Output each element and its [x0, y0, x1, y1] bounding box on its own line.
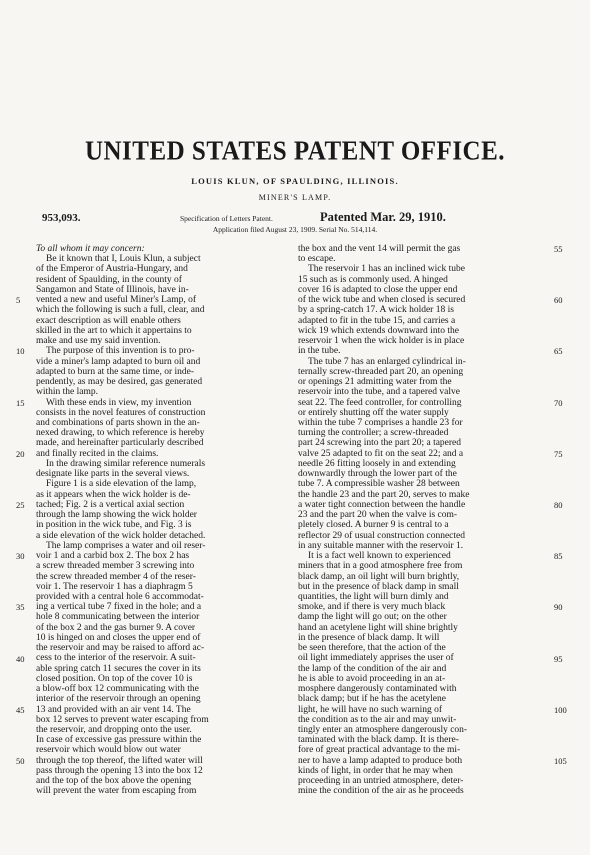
line-number: 35 — [16, 602, 25, 613]
text-line: taminated with the black damp. It is there- — [298, 735, 459, 746]
text-line: of the Emperor of Austria-Hungary, and — [36, 264, 188, 275]
line-number: 90 — [554, 602, 563, 613]
office-title: UNITED STATES PATENT OFFICE. — [84, 136, 506, 167]
text-line: pass through the opening 13 into the box 12 — [36, 765, 203, 776]
text-line: the condition as to the air and may unwit- — [298, 714, 457, 725]
text-line: needle 26 fitting loosely in and extending — [298, 458, 456, 469]
left-text-column — [36, 244, 294, 797]
text-line: the box and the vent 14 will permit the gas — [298, 244, 461, 254]
text-line: pletely closed. A burner 9 is central to a — [298, 520, 449, 531]
text-line: Sangamon and State of Illinois, have in- — [36, 284, 189, 295]
text-line: To all whom it may concern: — [36, 244, 145, 254]
text-line: ing a vertical tube 7 fixed in the hole; and a — [36, 602, 202, 613]
invention-title: MINER'S LAMP. — [258, 193, 332, 202]
text-line: a screw threaded member 3 screwing into — [36, 561, 195, 572]
text-line: ternally screw-threaded part 20, an opening — [298, 366, 464, 377]
text-line: tube 7. A compressible washer 28 between — [298, 479, 460, 490]
text-line: provided with a central hole 6 accommodat- — [36, 591, 204, 602]
text-line: hand an acetylene light will shine brightly — [298, 622, 458, 633]
text-line: the lamp of the condition of the air and — [298, 663, 447, 674]
line-number: 105 — [554, 756, 567, 766]
text-line: a water tight connection between the handle — [298, 499, 466, 510]
text-line: miners that in a good atmosphere free from — [298, 561, 463, 572]
text-line: in position in the wick tube, and Fig. 3 is — [36, 520, 192, 531]
right-text-column — [298, 244, 556, 797]
line-number: 45 — [16, 704, 25, 715]
text-line: 23 and the part 20 when the valve is com- — [298, 510, 458, 521]
text-line: oil light immediately apprises the user of — [298, 653, 454, 664]
text-line: voir 1 and a carbid box 2. The box 2 has — [36, 551, 190, 562]
text-line: Be it known that I, Louis Klun, a subject — [46, 254, 201, 265]
patent-number: 953,093. — [42, 212, 81, 224]
text-line: 13 and provided with an air vent 14. The — [36, 704, 191, 715]
text-line: of the wick tube and when closed is secured — [298, 295, 466, 306]
text-line: Figure 1 is a side elevation of the lamp, — [46, 479, 197, 490]
application-filed: Application filed August 23, 1909. Serial No. 514,114. — [212, 225, 378, 234]
text-line: vented a new and useful Miner's Lamp, of — [36, 295, 196, 306]
text-line: closed position. On top of the cover 10 is — [36, 673, 193, 684]
line-number: 20 — [16, 448, 25, 459]
text-line: designate like parts in the several views. — [36, 469, 190, 480]
text-line: or openings 21 admitting water from the — [298, 377, 452, 388]
text-line: wick 19 which extends downward into the — [298, 325, 459, 336]
text-line: interior of the reservoir through an opening — [36, 694, 201, 705]
text-line: It is a fact well known to experienced — [308, 551, 451, 562]
line-number: 60 — [554, 295, 563, 306]
text-line: downwardly through the lower part of the — [298, 469, 457, 480]
text-line: through the top thereof, the lifted water will — [36, 755, 203, 766]
text-line: black damp; but if he has the acetylene — [298, 694, 446, 705]
text-line: in the presence of black damp. It will — [298, 632, 440, 643]
text-line: resident of Spaulding, in the county of — [36, 274, 182, 285]
text-line: and the top of the box above the opening — [36, 776, 192, 787]
text-line: to escape. — [298, 254, 336, 265]
text-line: and finally recited in the claims. — [36, 448, 159, 459]
text-line: made, and hereinafter particularly described — [36, 438, 204, 449]
text-line: The lamp comprises a water and oil reser- — [46, 540, 206, 551]
text-line: which the following is such a full, clear, and — [36, 305, 205, 316]
text-line: voir 1. The reservoir 1 has a diaphragm 5 — [36, 581, 193, 592]
text-line: within the lamp. — [36, 387, 99, 398]
text-line: by a spring-catch 17. A wick holder 18 is — [298, 305, 454, 316]
text-line: valve 25 adapted to fit on the seat 22; and a — [298, 448, 464, 459]
inventor-line: LOUIS KLUN, OF SPAULDING, ILLINOIS. — [191, 176, 399, 186]
text-line: In the drawing similar reference numerals — [46, 458, 206, 469]
text-line: turning the controller; a screw-threaded — [298, 428, 449, 439]
text-line: reservoir into the tube, and a tapered valve — [298, 387, 460, 398]
text-line: ner to have a lamp adapted to produce both — [298, 755, 463, 766]
text-line: the reservoir and may be raised to afford ac- — [36, 643, 205, 654]
line-number: 30 — [16, 551, 25, 562]
text-line: seat 22. The feed controller, for controlling — [298, 397, 462, 408]
text-line: proceeding in an untried atmosphere, deter- — [298, 776, 464, 787]
text-line: cover 16 is adapted to close the upper end — [298, 284, 458, 295]
line-number: 100 — [554, 704, 567, 715]
text-line: the handle 23 and the part 20, serves to make — [298, 489, 470, 500]
text-line: within the tube 7 comprises a handle 23 for — [298, 417, 463, 428]
text-line: tached; Fig. 2 is a vertical axial section — [36, 499, 185, 510]
text-line: of the box 2 and the gas burner 9. A cover — [36, 622, 196, 633]
line-number: 25 — [16, 500, 25, 510]
text-line: mosphere dangerously contaminated with — [298, 684, 457, 695]
text-line: 15 such as is commonly used. A hinged — [298, 274, 448, 285]
text-line: as it appears when the wick holder is de- — [36, 489, 191, 500]
patented-date: Patented Mar. 29, 1910. — [320, 210, 446, 224]
line-number: 10 — [16, 346, 25, 357]
line-number: 70 — [554, 397, 563, 408]
text-line: part 24 screwing into the part 20; a tapered — [298, 438, 462, 449]
text-line: light, he will have no such warning of — [298, 704, 443, 715]
text-line: he is able to avoid proceeding in an at- — [298, 673, 446, 684]
text-line: a side elevation of the wick holder detached. — [36, 530, 206, 541]
line-number: 15 — [16, 397, 25, 408]
text-line: The tube 7 has an enlarged cylindrical in- — [308, 356, 466, 367]
text-line: box 12 serves to prevent water escaping from — [36, 714, 209, 725]
text-line: adapted to burn at the same time, or inde- — [36, 366, 195, 377]
text-line: damp the light will go out; on the other — [298, 612, 447, 623]
text-line: a blow-off box 12 communicating with the — [36, 684, 199, 695]
line-number: 65 — [554, 346, 563, 357]
text-line: mine the condition of the air as he proceeds — [298, 786, 464, 797]
text-line: be seen therefore, that the action of the — [298, 643, 446, 654]
text-line: able spring catch 11 secures the cover in its — [36, 663, 201, 674]
text-line: The purpose of this invention is to pro- — [46, 346, 195, 357]
text-line: in the tube. — [298, 346, 341, 357]
text-line: and combinations of parts shown in the an- — [36, 417, 200, 428]
text-line: in any suitable manner with the reservoir 1. — [298, 540, 464, 551]
text-line: reflector 29 of usual construction connected — [298, 530, 465, 541]
text-line: exact description as will enable others — [36, 315, 181, 326]
text-line: The reservoir 1 has an inclined wick tube — [308, 264, 465, 275]
text-line: reservoir which would blow out water — [36, 745, 181, 756]
text-line: cess to the interior of the reservoir. A suit- — [36, 653, 196, 664]
line-number: 5 — [16, 295, 21, 306]
text-line: the reservoir, and dropping onto the user. — [36, 725, 192, 736]
line-number: 95 — [554, 653, 563, 664]
text-line: With these ends in view, my invention — [46, 397, 192, 408]
text-line: the screw threaded member 4 of the reser- — [36, 571, 196, 582]
text-line: 10 is hinged on and closes the upper end of — [36, 632, 201, 643]
text-line: skilled in the art to which it appertains to — [36, 325, 192, 336]
text-line: black damp, an oil light will burn brightly, — [298, 571, 460, 582]
text-line: pendently, as may be desired, gas generated — [36, 377, 203, 388]
text-line: In case of excessive gas pressure within the — [36, 735, 202, 746]
specification-label: Specification of Letters Patent. — [180, 214, 273, 223]
text-line: adapted to fit in the tube 15, and carries a — [298, 315, 456, 326]
text-line: vide a miner's lamp adapted to burn oil and — [36, 356, 201, 367]
line-number: 75 — [554, 448, 563, 459]
line-number: 80 — [554, 500, 563, 510]
text-line: will prevent the water from escaping from — [36, 786, 197, 797]
text-line: through the lamp showing the wick holder — [36, 510, 197, 521]
text-line: quantities, the light will burn dimly and — [298, 591, 449, 602]
text-line: but in the presence of black damp in small — [298, 581, 459, 592]
text-line: hole 8 communicating between the interior — [36, 612, 200, 623]
text-line: make and use my said invention. — [36, 336, 161, 347]
line-number: 85 — [554, 551, 563, 562]
text-line: consists in the novel features of construction — [36, 407, 206, 418]
text-line: tingly enter an atmosphere dangerously con- — [298, 725, 468, 736]
line-number: 50 — [16, 756, 25, 766]
text-line: nexed drawing, to which reference is hereby — [36, 428, 205, 439]
line-number: 55 — [554, 244, 563, 254]
text-line: fore of great practical advantage to the mi- — [298, 745, 461, 756]
text-line: or entirely shutting off the water supply — [298, 407, 449, 418]
text-line: kinds of light, in order that he may when — [298, 765, 453, 776]
line-number: 40 — [16, 653, 25, 664]
text-line: smoke, and if there is very much black — [298, 602, 446, 613]
text-line: reservoir 1 when the wick holder is in place — [298, 336, 465, 347]
